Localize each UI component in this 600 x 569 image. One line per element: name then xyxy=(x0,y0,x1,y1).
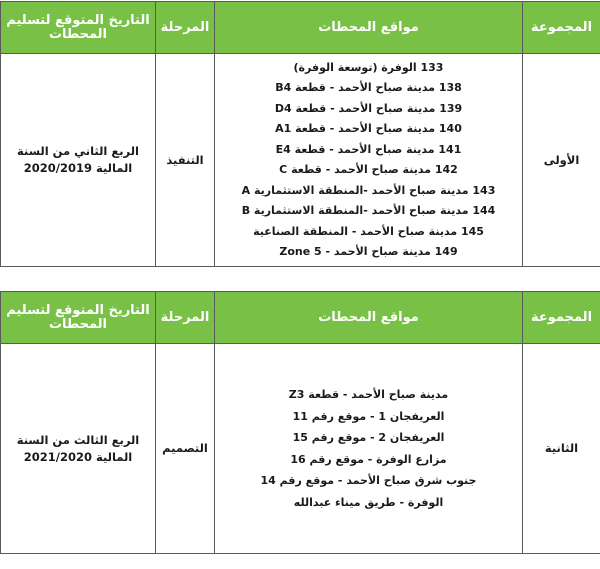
date-line-2: المالية 2020/2019 xyxy=(23,161,133,175)
sites-list xyxy=(215,344,523,554)
table-row xyxy=(1,54,600,267)
header-date: التاريخ المتوقع لتسليم المحطات xyxy=(1,2,156,54)
header-sites: مواقع المحطات xyxy=(215,292,523,344)
list-item: 140 مدينة صباح الأحمد - قطعة A1 xyxy=(275,122,462,135)
group-1-table xyxy=(0,1,600,267)
date-line-1: الربع الثالث من السنة xyxy=(16,432,140,447)
list-item: 142 مدينة صباح الأحمد - قطعة C xyxy=(279,163,458,176)
phase-value: التنفيذ xyxy=(156,54,215,267)
list-item: العريفجان 2 - موقع رقم 15 xyxy=(292,431,445,444)
list-item: 133 الوفرة (توسعة الوفرة) xyxy=(293,60,444,74)
date-line-2: المالية 2021/2020 xyxy=(23,449,133,464)
list-item: مزارع الوفرة - موقع رقم 16 xyxy=(290,452,447,466)
header-group: المجموعة xyxy=(523,292,600,344)
header-row xyxy=(1,2,600,54)
list-item: 144 مدينة صباح الأحمد -المنطقة الاستثمارية B xyxy=(241,204,496,217)
header-group: المجموعة xyxy=(523,2,600,54)
date-value xyxy=(1,54,156,267)
list-item: 143 مدينة صباح الأحمد -المنطقة الاستثمارية A xyxy=(241,183,496,197)
group-name: الأولى xyxy=(523,54,600,267)
header-sites: مواقع المحطات xyxy=(215,2,523,54)
sites-list xyxy=(215,54,523,267)
header-phase: المرحلة xyxy=(156,292,215,344)
list-item: 139 مدينة صباح الأحمد - قطعة D4 xyxy=(274,101,463,115)
list-item: مدينة صباح الأحمد - قطعة Z3 xyxy=(288,388,449,401)
list-item: العريفجان 1 - موقع رقم 11 xyxy=(292,409,445,423)
table-row xyxy=(1,344,600,554)
header-row xyxy=(1,292,600,344)
list-item: جنوب شرق صباح الأحمد - موقع رقم 14 xyxy=(260,474,477,487)
group-name: الثانية xyxy=(523,344,600,554)
list-item: 145 مدينة صباح الأحمد - المنطقة الصناعية xyxy=(253,224,484,238)
date-value xyxy=(1,344,156,554)
phase-value: التصميم xyxy=(156,344,215,554)
date-line-1: الربع الثاني من السنة xyxy=(17,144,139,158)
group-2-table xyxy=(0,291,600,554)
list-item: الوفرة - طريق ميناء عبدالله xyxy=(293,495,444,509)
list-item: 141 مدينة صباح الأحمد - قطعة E4 xyxy=(275,142,462,156)
list-item: 149 مدينة صباح الأحمد - Zone 5 xyxy=(279,245,458,258)
list-item: 138 مدينة صباح الأحمد - قطعة B4 xyxy=(275,81,462,94)
header-date: التاريخ المتوقع لتسليم المحطات xyxy=(1,292,156,344)
header-phase: المرحلة xyxy=(156,2,215,54)
